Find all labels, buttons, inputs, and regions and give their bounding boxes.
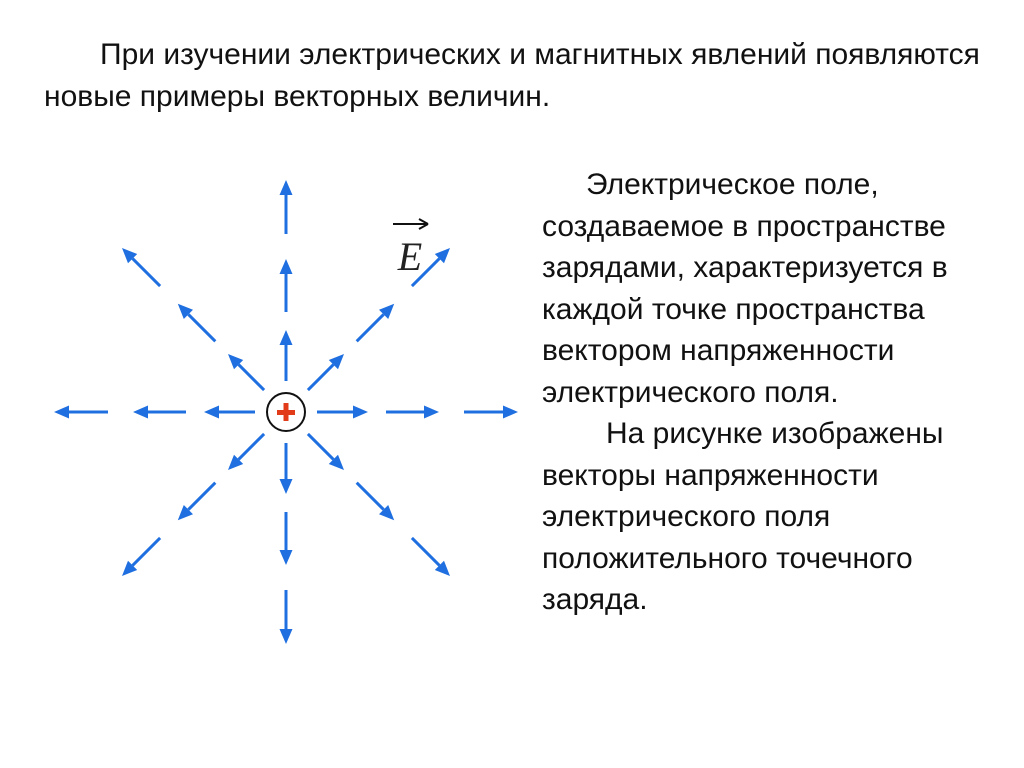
field-vector-head-e-1 [353,406,368,419]
e-vector-symbol: E [397,234,423,279]
field-vector-head-w-1 [204,406,219,419]
field-vector-shaft-sw-2 [188,483,215,510]
description-text-1: Электрическое поле, создаваемое в пространстве зарядами, характеризуется в каждой точке пространства вектором напряженности электрического поля. [542,168,948,409]
field-vector-head-w-3 [54,406,69,419]
field-vector-shaft-se-3 [412,538,440,566]
plus-sign-vertical [284,403,289,421]
field-vector-shaft-ne-1 [308,365,334,391]
field-vector-shaft-sw-1 [239,434,265,460]
field-vector-shaft-nw-1 [239,365,265,391]
field-vector-head-s-3 [280,629,293,644]
field-vector-head-n-3 [280,180,293,195]
e-vector-label [393,219,428,279]
field-vector-shaft-nw-3 [133,259,161,287]
positive-charge [267,393,305,431]
description-text-2: На рисунке изображены векторы напряженности электрического поля положительного точечного заряда. [542,417,944,616]
field-vector-head-e-2 [424,406,439,419]
description-paragraph-1 [542,164,1012,413]
field-vector-head-n-1 [280,330,293,345]
field-vector-head-s-1 [280,479,293,494]
field-vector-shaft-nw-2 [188,314,215,341]
description-paragraph-2 [542,413,1012,621]
intro-text: При изучении электрических и магнитных явлений появляются новые примеры векторных величин. [44,38,980,113]
field-vector-head-w-2 [133,406,148,419]
field-vector-shaft-ne-2 [357,314,384,341]
description-text [542,164,1012,621]
field-vector-shaft-sw-3 [133,538,161,566]
field-vector-head-n-2 [280,259,293,274]
field-vector-head-e-3 [503,406,518,419]
field-vector-shaft-se-1 [308,434,334,460]
field-vector-head-s-2 [280,550,293,565]
field-vector-shaft-se-2 [357,483,384,510]
